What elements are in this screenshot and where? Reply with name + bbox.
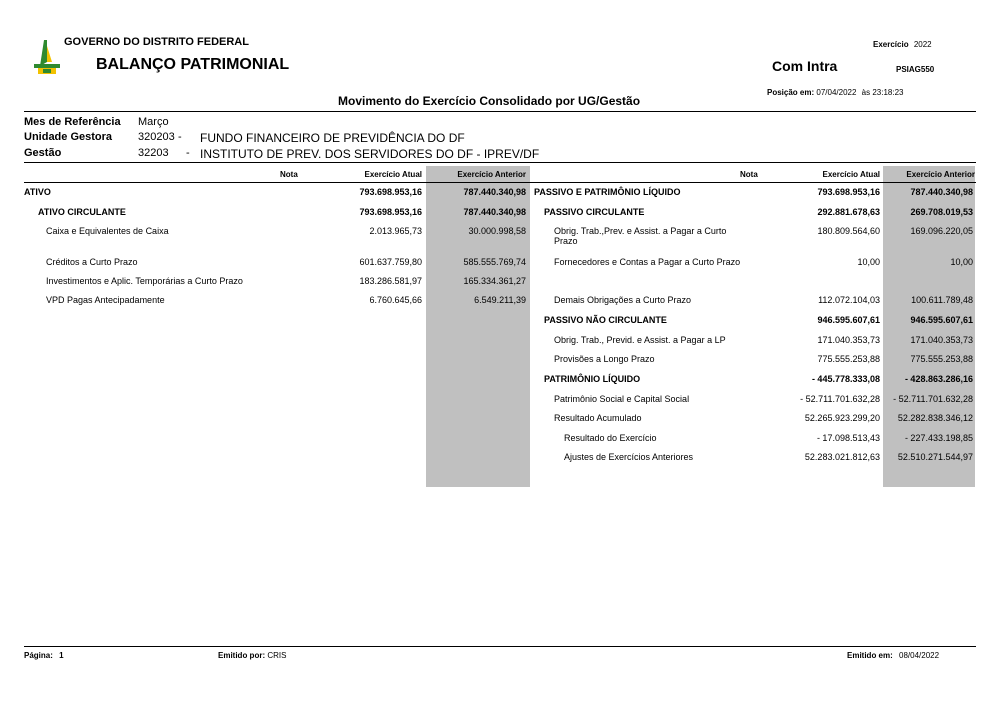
mes-label: Mes de Referência: [24, 116, 121, 128]
row-label: Obrig. Trab.,Prev. e Assist. a Pagar a Curto: [554, 226, 727, 236]
row-atual: 6.760.645,66: [369, 295, 422, 305]
row-atual: 52.265.923.299,20: [804, 413, 880, 423]
row-atual: 2.013.965,73: [369, 226, 422, 236]
gestao-label: Gestão: [24, 147, 62, 159]
gestao-code: 32203: [138, 147, 169, 159]
row-label: PATRIMÔNIO LÍQUIDO: [544, 374, 641, 384]
row-anterior: 6.549.211,39: [474, 295, 526, 305]
row-anterior: 269.708.019,53: [910, 207, 973, 217]
row-label: PASSIVO E PATRIMÔNIO LÍQUIDO: [534, 187, 681, 197]
posicao-date: 07/04/2022: [816, 88, 857, 97]
scope-label: Com Intra: [772, 58, 838, 74]
row-label: PASSIVO NÃO CIRCULANTE: [544, 315, 667, 325]
row-label: Caixa e Equivalentes de Caixa: [46, 226, 169, 236]
emitido-em: [847, 651, 939, 660]
row-anterior: - 52.711.701.632,28: [893, 394, 973, 404]
brasao-df-icon: [30, 38, 64, 78]
gestao-sep: -: [186, 147, 190, 159]
row-atual: 292.881.678,63: [817, 207, 880, 217]
pagina-value: 1: [59, 651, 64, 660]
report-code: PSIAG550: [896, 65, 935, 74]
gestao-name: INSTITUTO DE PREV. DOS SERVIDORES DO DF - IPREV/DF: [200, 147, 540, 161]
row-atual: 793.698.953,16: [359, 187, 422, 197]
left-col-atual: Exercício Atual: [364, 170, 422, 179]
exercicio-label: Exercício: [873, 40, 909, 49]
row-anterior: 52.282.838.346,12: [897, 413, 973, 423]
posicao-label: Posição em:: [767, 88, 815, 97]
row-label: Fornecedores e Contas a Pagar a Curto Prazo: [554, 257, 741, 267]
row-label: ATIVO CIRCULANTE: [38, 207, 126, 217]
emitido-por-value: CRIS: [267, 651, 287, 660]
right-col-anterior: Exercício Anterior: [906, 170, 975, 179]
header-divider: [24, 111, 976, 112]
row-anterior: 946.595.607,61: [910, 315, 973, 325]
ug-code: 320203: [138, 131, 175, 143]
row-anterior: 10,00: [950, 257, 973, 267]
row-label: VPD Pagas Antecipadamente: [46, 295, 165, 305]
footer-divider: [24, 646, 976, 647]
pagina-label: Página:: [24, 651, 53, 660]
posicao-time: 23:18:23: [872, 88, 904, 97]
row-anterior: 165.334.361,27: [463, 276, 526, 286]
row-atual: 52.283.021.812,63: [804, 452, 880, 462]
report-subtitle: Movimento do Exercício Consolidado por UG/Gestão: [338, 94, 641, 108]
row-atual: 793.698.953,16: [359, 207, 422, 217]
row-label: Obrig. Trab., Previd. e Assist. a Pagar a LP: [554, 335, 726, 345]
row-atual: 946.595.607,61: [817, 315, 880, 325]
right-col-nota: Nota: [740, 170, 758, 179]
row-atual: - 17.098.513,43: [816, 433, 880, 443]
report-title: BALANÇO PATRIMONIAL: [96, 56, 290, 73]
left-col-anterior: Exercício Anterior: [457, 170, 526, 179]
row-label: Demais Obrigações a Curto Prazo: [554, 295, 692, 305]
mes-value: Março: [138, 116, 169, 128]
row-label: Ajustes de Exercícios Anteriores: [564, 452, 694, 462]
emitido-em-value: 08/04/2022: [899, 651, 940, 660]
row-label: PASSIVO CIRCULANTE: [544, 207, 645, 217]
row-atual: 601.637.759,80: [359, 257, 422, 267]
row-label: Resultado Acumulado: [554, 413, 642, 423]
emitido-por-label: Emitido por:: [218, 651, 266, 660]
row-atual: 793.698.953,16: [817, 187, 880, 197]
row-atual: - 445.778.333,08: [811, 374, 880, 384]
row-anterior: 100.611.789,48: [911, 295, 973, 305]
ug-label: Unidade Gestora: [24, 131, 113, 143]
row-atual: 171.040.353,73: [817, 335, 880, 345]
posicao: [767, 88, 903, 97]
row-anterior: 169.096.220,05: [910, 226, 973, 236]
row-atual: 183.286.581,97: [359, 276, 422, 286]
row-anterior: 787.440.340,98: [463, 187, 526, 197]
ug-name: FUNDO FINANCEIRO DE PREVIDÊNCIA DO DF: [200, 131, 465, 145]
row-label-continuation: Prazo: [554, 236, 578, 246]
row-atual: 10,00: [857, 257, 880, 267]
row-anterior: 30.000.998,58: [468, 226, 526, 236]
right-col-atual: Exercício Atual: [822, 170, 880, 179]
row-anterior: 787.440.340,98: [463, 207, 526, 217]
row-anterior: - 227.433.198,85: [904, 433, 973, 443]
emitido-por: [218, 651, 286, 660]
meta-divider: [24, 162, 976, 163]
row-anterior: 585.555.769,74: [463, 257, 526, 267]
exercicio-value: 2022: [913, 40, 932, 49]
posicao-as: às: [861, 88, 871, 97]
row-label: Provisões a Longo Prazo: [554, 354, 655, 364]
exercicio: [873, 40, 932, 49]
row-label: Patrimônio Social e Capital Social: [554, 394, 690, 404]
row-atual: - 52.711.701.632,28: [800, 394, 880, 404]
row-anterior: - 428.863.286,16: [904, 374, 973, 384]
row-anterior: 171.040.353,73: [910, 335, 973, 345]
row-label: Resultado do Exercício: [564, 433, 657, 443]
row-atual: 112.072.104,03: [818, 295, 880, 305]
emitido-em-label: Emitido em:: [847, 651, 893, 660]
government-name: GOVERNO DO DISTRITO FEDERAL: [64, 36, 249, 48]
row-anterior: 787.440.340,98: [910, 187, 973, 197]
ug-sep: -: [178, 131, 182, 143]
row-anterior: 775.555.253,88: [910, 354, 973, 364]
row-label: Créditos a Curto Prazo: [46, 257, 138, 267]
pagina: [24, 651, 64, 660]
table-header-divider: [24, 182, 976, 183]
row-atual: 180.809.564,60: [817, 226, 880, 236]
row-label: ATIVO: [24, 187, 51, 197]
row-atual: 775.555.253,88: [817, 354, 880, 364]
row-anterior: 52.510.271.544,97: [897, 452, 973, 462]
left-col-nota: Nota: [280, 170, 298, 179]
row-label: Investimentos e Aplic. Temporárias a Curto Prazo: [46, 276, 243, 286]
